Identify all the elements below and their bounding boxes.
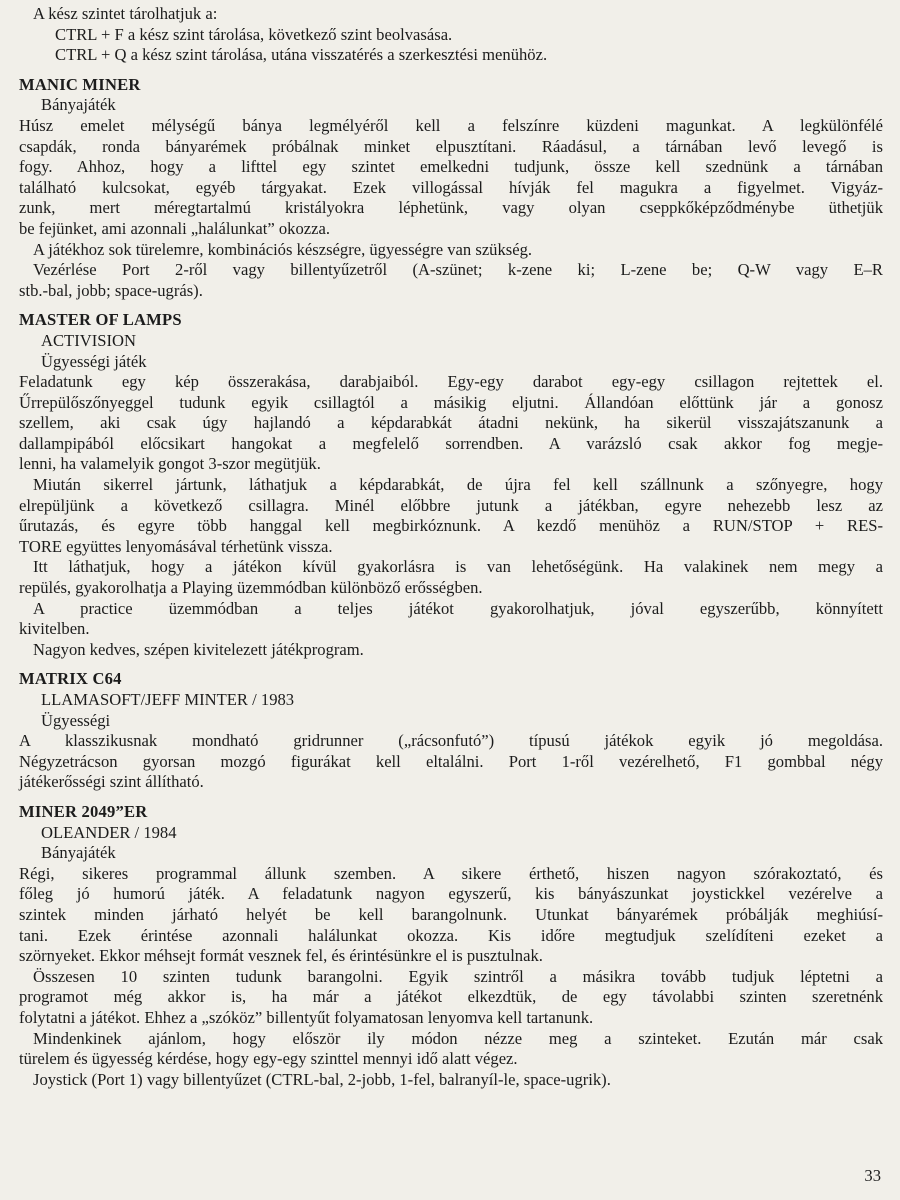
entry-genre: Ügyességi [41, 710, 111, 730]
body-line: dallampipából előcsikart hangokat a megfelelő sorrendben. A varázsló csak akkor fog megje- [19, 433, 883, 453]
entry-genre: Bányajáték [41, 843, 116, 863]
entry-publisher: LLAMASOFT/JEFF MINTER / 1983 [41, 690, 295, 709]
entry-genre: Ügyességi játék [41, 351, 147, 371]
body-line: kivitelben. [19, 619, 90, 639]
body-line: Mindenkinek ajánlom, hogy először ily módon nézze meg a szinteket. Ezután már csak [33, 1028, 883, 1048]
body-line: található kulcsokat, egyéb tárgyakat. Ezek villogással hívják fel magukra a figyelmet. Vigyáz- [19, 177, 883, 197]
body-line: be fejünket, ami azonnali „halálunkat” okozza. [19, 218, 330, 238]
body-line: űrutazás, és egyre több hanggal kell megbirkóznunk. A kezdő menühöz a RUN/STOP + RES- [19, 516, 883, 536]
body-line: stb.-bal, jobb; space-ugrás). [19, 280, 203, 300]
body-line: csapdák, ronda bányarémek próbálnak minket elpusztítani. Ráadásul, a tárnában levő levegő is [19, 136, 883, 156]
entry-title-manic-miner: MANIC MINER [19, 74, 141, 94]
page-content [19, 4, 883, 1090]
body-line: Összesen 10 szinten tudunk barangolni. Egyik szintről a másikra tovább tudjuk léptetni a [33, 966, 883, 986]
intro-line: A kész szintet tárolhatjuk a: [33, 4, 218, 23]
body-line: Feladatunk egy kép összerakása, darabjaiból. Egy-egy darabot egy-egy csillagon rejtettek el. [19, 372, 883, 392]
body-line: Űrrepülőszőnyeggel tudunk egyik csillagtól a másikig eljutni. Állandóan előttünk jár a gonosz [19, 392, 883, 412]
body-line: szörnyeket. Ekkor méhsejt formát vesznek fel, és érintésünkre el is pusztulnak. [19, 946, 543, 966]
page-number: 33 [864, 1166, 881, 1185]
entry-genre: Bányajáték [41, 95, 116, 115]
body-line: folytatni a játékot. Ehhez a „szóköz” billentyűt folyamatosan lenyomva kell tartanunk. [19, 1007, 594, 1027]
body-line: programot még akkor is, ha már a játékot elkezdtük, de egy távolabbi szinten szeretnénk [19, 987, 883, 1007]
body-line: A klasszikusnak mondható gridrunner („rácsonfutó”) típusú játékok egyik jó megoldása. [19, 731, 883, 751]
body-line: Miután sikerrel jártunk, láthatjuk a képdarabkát, de újra fel kell szállnunk a szőnyegre, hogy [33, 475, 883, 495]
body-line: Húsz emelet mélységű bánya legmélyéről kell a felszínre küzdeni magunkat. A legkülönfélé [19, 115, 883, 135]
entry-publisher: ACTIVISION [41, 330, 136, 350]
body-line: játékerősségi szint állítható. [19, 772, 204, 792]
body-line: szintek minden járható helyét be kell barangolnunk. Utunkat bányarémek próbálják meghiúsí- [19, 904, 883, 924]
entry-title-miner-2049er: MINER 2049”ER [19, 801, 148, 821]
body-line: türelem és ügyesség kérdése, hogy egy-egy szinttel mennyi idő alatt végez. [19, 1049, 518, 1069]
body-line: Joystick (Port 1) vagy billentyűzet (CTRL-bal, 2-jobb, 1-fel, balranyíl-le, space-ugrik). [33, 1069, 611, 1089]
intro-line: CTRL + Q a kész szint tárolása, utána visszatérés a szerkesztési menühöz. [55, 45, 548, 65]
body-line: zunk, mert méregtartalmú kristályokra léphetünk, vagy olyan cseppkőképződménybe üthetjük [19, 198, 883, 218]
body-line: TORE együttes lenyomásával térhetünk vissza. [19, 536, 333, 556]
body-line: elrepüljünk a következő csillagra. Minél előbbre jutunk a játékban, egyre nehezebb lesz az [19, 495, 883, 515]
body-line: tani. Ezek érintése azonnali halálunkat okozza. Kis időre megtudjuk szelídíteni ezeket a [19, 925, 883, 945]
body-line: Nagyon kedves, szépen kivitelezett játékprogram. [33, 639, 364, 659]
body-line: A játékhoz sok türelemre, kombinációs készségre, ügyességre van szükség. [33, 239, 533, 259]
body-line: főleg jó humorú játék. A feladatunk nagyon egyszerű, kis bányászunkat joystickkel vezérelve a [19, 884, 883, 904]
body-line: Régi, sikeres programmal állunk szemben. A sikere érthető, hiszen nagyon szórakoztató, és [19, 863, 883, 883]
body-line: lenni, ha valamelyik gongot 3-szor megütjük. [19, 454, 321, 474]
body-line: repülés, gyakorolhatja a Playing üzemmódban különböző erősségben. [19, 578, 483, 598]
body-line: fogy. Ahhoz, hogy a lifttel egy szintet emelkedni tudjunk, össze kell szednünk a tárnában [19, 157, 883, 177]
entry-title-matrix-c64: MATRIX C64 [19, 669, 122, 689]
entry-publisher: OLEANDER / 1984 [41, 822, 177, 842]
body-line: Itt láthatjuk, hogy a játékon kívül gyakorlásra is van lehetőségünk. Ha valakinek nem megy a [33, 557, 883, 577]
intro-line: CTRL + F a kész szint tárolása, következő szint beolvasása. [55, 24, 453, 44]
body-line: Négyzetrácson gyorsan mozgó figurákat kell eltalálni. Port 1-ről vezérelhető, F1 gombbal négy [19, 751, 883, 771]
body-line: szellem, aki csak úgy hajlandó a képdarabkát átadni nekünk, ha sikerül visszajátszanunk a [19, 413, 883, 433]
entry-title-master-of-lamps: MASTER OF LAMPS [19, 310, 182, 330]
body-line: A practice üzemmódban a teljes játékot gyakorolhatjuk, jóval egyszerűbb, könnyített [33, 598, 883, 618]
body-line: Vezérlése Port 2-ről vagy billentyűzetről (A-szünet; k-zene ki; L-zene be; Q-W vagy E–R [33, 260, 883, 280]
